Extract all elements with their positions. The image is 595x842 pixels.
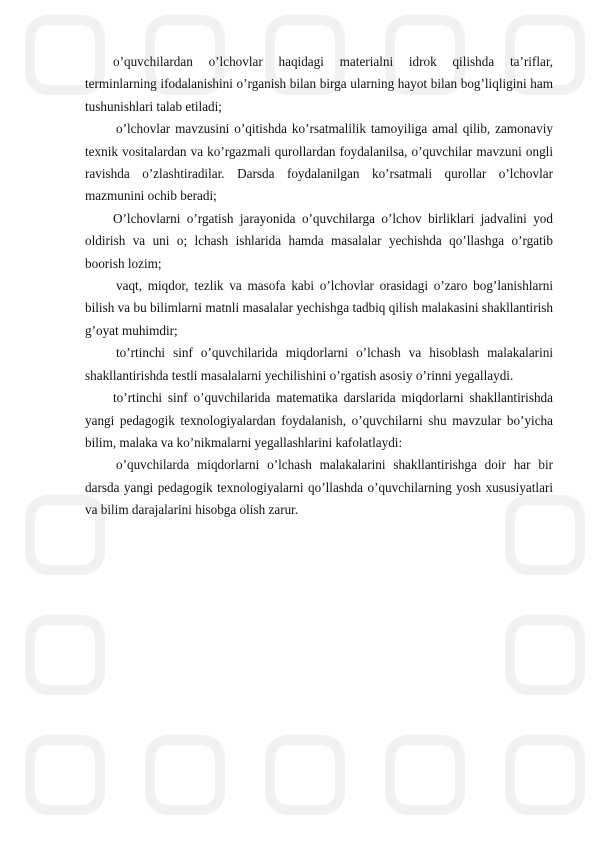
document-body [85, 51, 553, 522]
paragraph: to’rtinchi sinf o’quvchilarida matematika darslarida miqdorlarni shakllantirishda yangi pedagogik texnologiyalardan foydalanish, o’quvchilarni shu mavzular bo’yicha bilim, malaka va ko’nikmalarni yegallashlarini kafolatlaydi: [85, 390, 553, 450]
paragraph: o’quvchilardan o’lchovlar haqidagi materialni idrok qilishda ta’riflar, terminlarning ifodalanishini o’rganish bilan birga ularning hayot bilan bog’liqligini ham tushunishlari talab etiladi; [85, 54, 553, 114]
paragraph: to’rtinchi sinf o’quvchilarida miqdorlarni o’lchash va hisoblash malakalarini shakllantirishda testli masalalarni yechilishini o’rgatish asosiy o’rinni yegallaydi. [85, 345, 553, 383]
paragraph: O’lchovlarni o’rgatish jarayonida o’quvchilarga o’lchov birliklari jadvalini yod oldirish va uni o; lchash ishlarida hamda masalalar yechishda qo’llashga o’rgatib boorish lozim; [85, 210, 553, 271]
paragraph: vaqt, miqdor, tezlik va masofa kabi o’lchovlar orasidagi o’zaro bog’lanishlarni bilish va bu bilimlarni matnli masalalar yechishga tadbiq qilish malakasini shakllantirish g’oyat muhimdir; [85, 278, 553, 338]
paragraph: o’lchovlar mavzusini o’qitishda ko’rsatmalilik tamoyiliga amal qilib, zamonaviy texnik vositalardan va ko’rgazmali qurollardan foydalanilsa, o’quvchilar mavzuni ongli ravishda o’zlashtiradilar. Darsda foydalanilgan ko’rsatmali qurollar o’lchovlar mazmunini ochib beradi; [85, 121, 553, 204]
paragraph: o’quvchilarda miqdorlarni o’lchash malakalarini shakllantirishga doir har bir darsda yangi pedagogik texnologiyalarni qo’llashda o’quvchilarning yosh xususiyatlari va bilim darajalarini hisobga olish zarur. [85, 457, 553, 518]
